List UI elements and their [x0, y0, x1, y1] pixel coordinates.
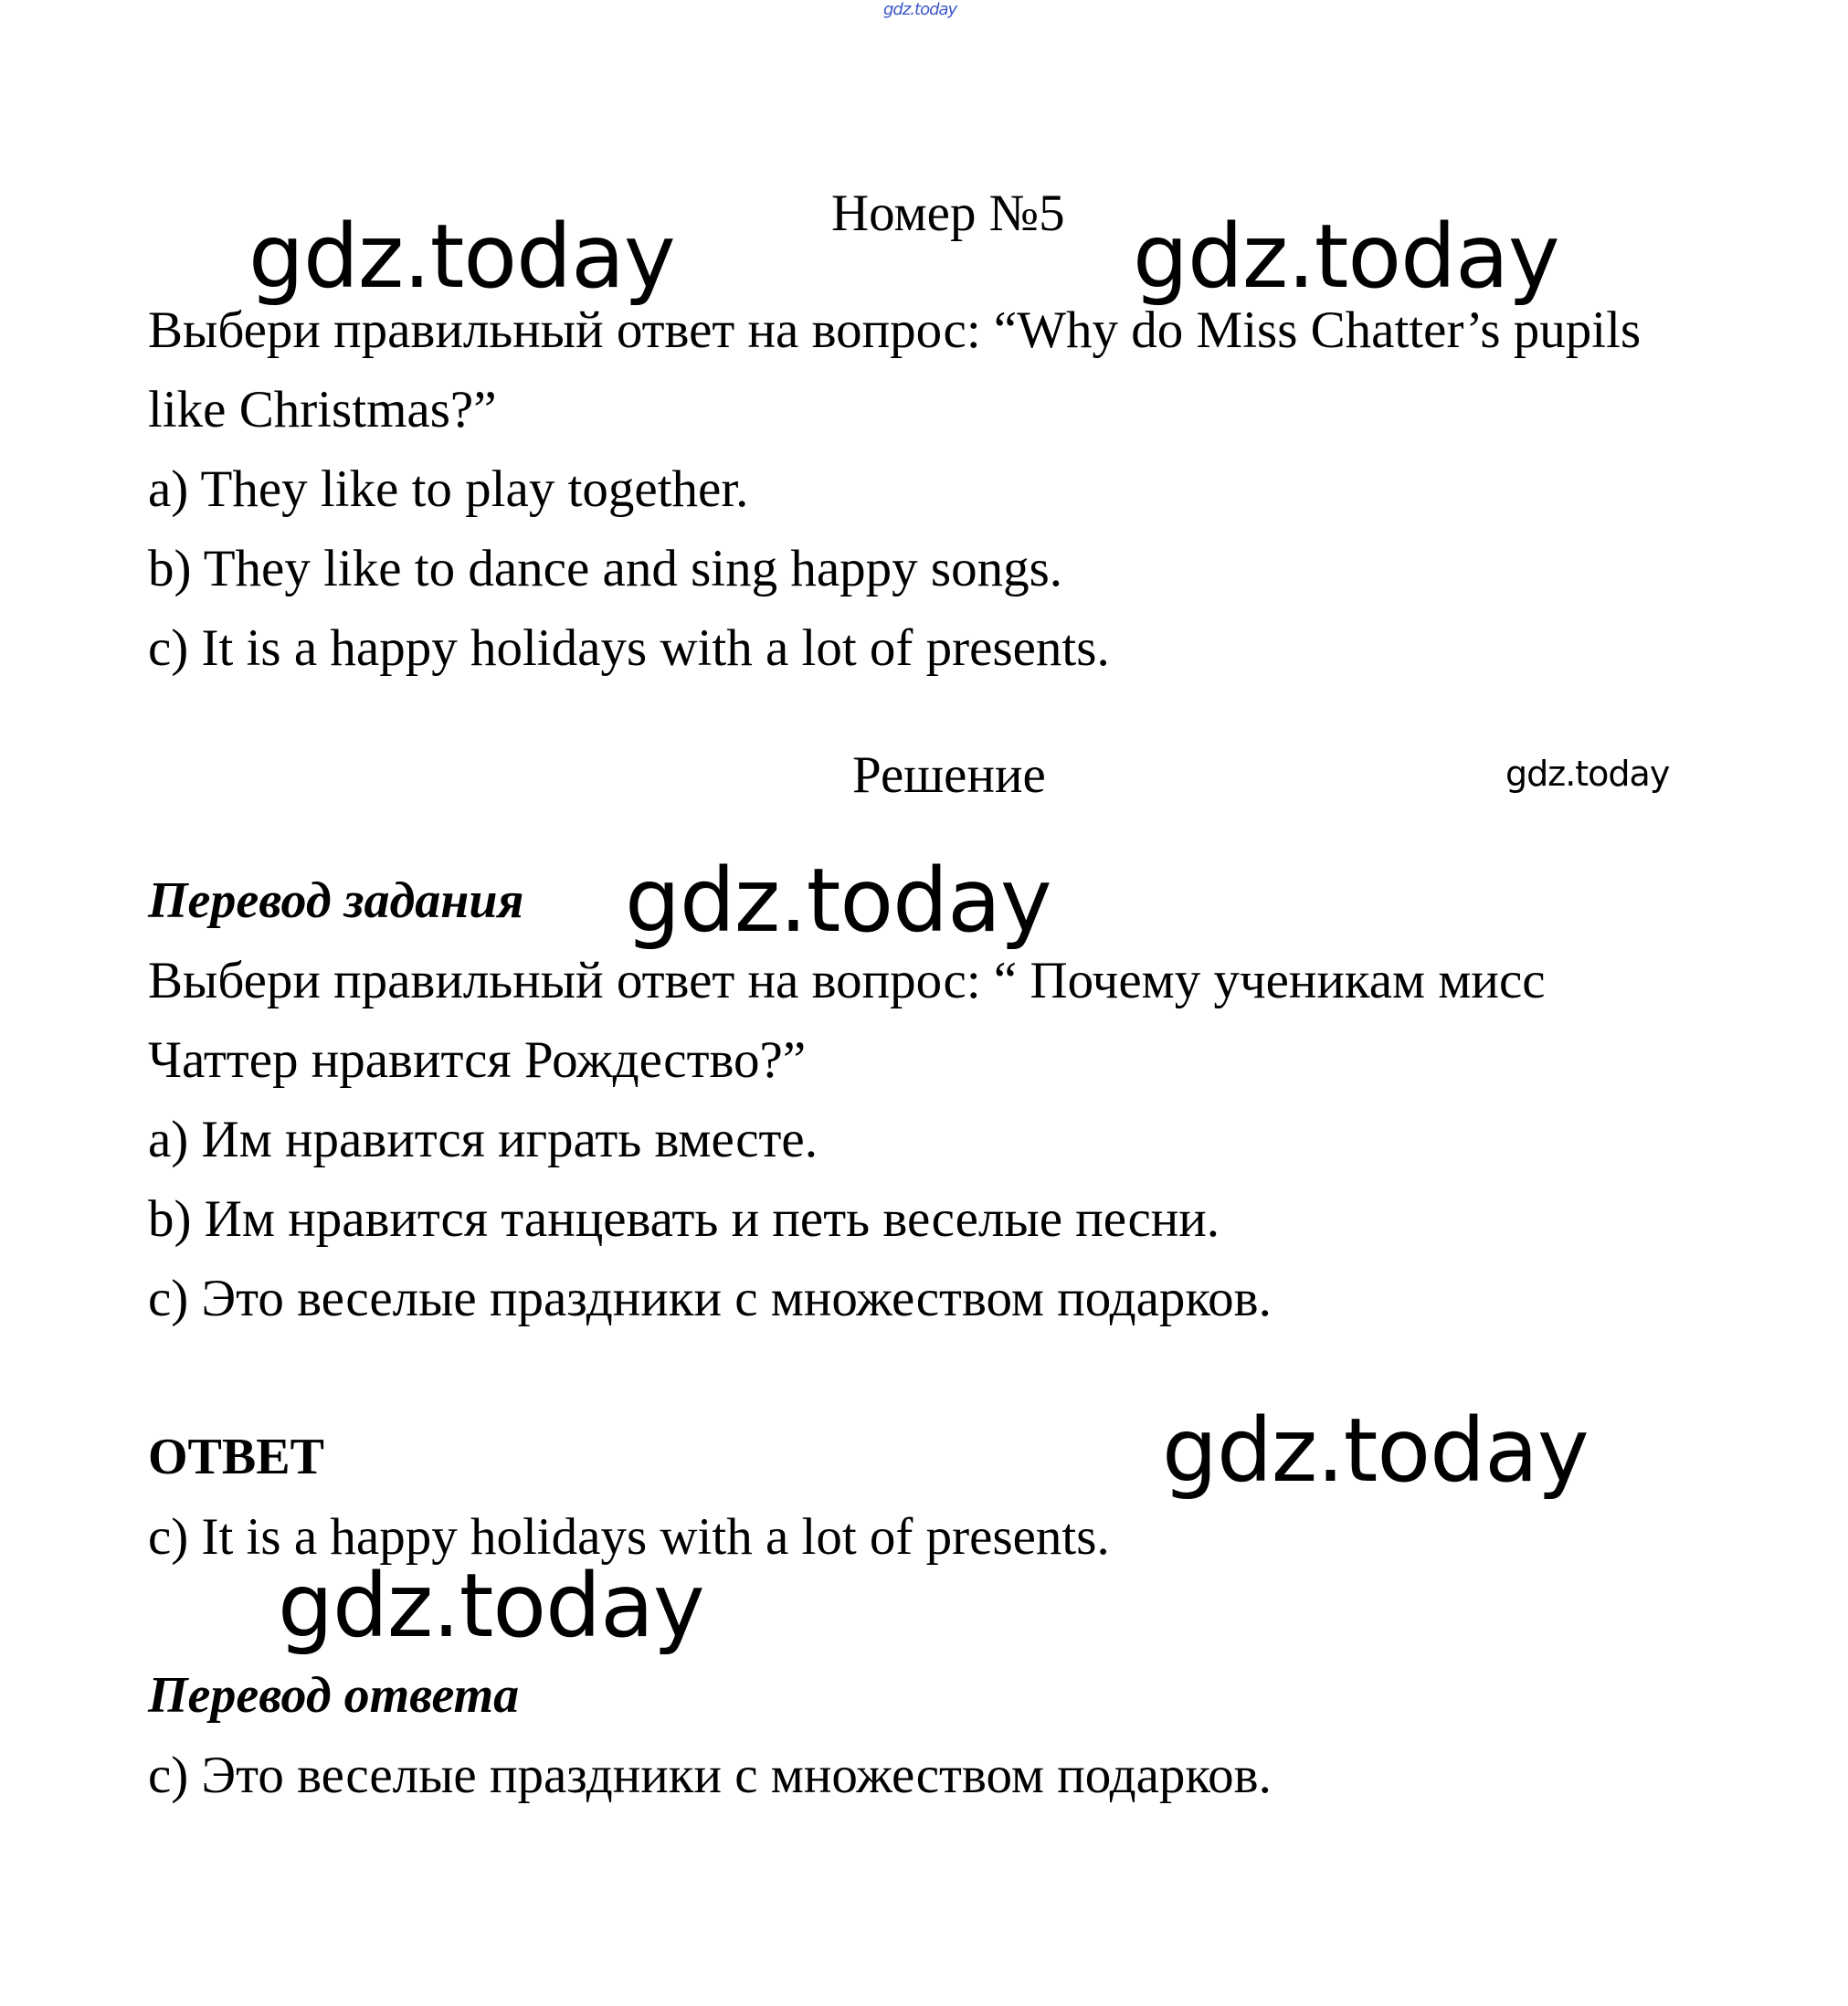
answer-translation-text: c) Это веселые праздники с множеством подарков. [148, 1747, 1272, 1804]
solution-title: Решение [852, 746, 1046, 804]
watermark-logo: gdz.today [248, 206, 675, 308]
watermark-logo: gdz.today [1162, 1399, 1589, 1502]
task-option-a: a) They like to play together. [148, 460, 749, 518]
answer-heading: ОТВЕТ [148, 1429, 324, 1485]
answer-text: c) It is a happy holidays with a lot of presents. [148, 1508, 1110, 1566]
task-option-c: c) It is a happy holidays with a lot of presents. [148, 619, 1110, 677]
watermark-logo: gdz.today [1133, 206, 1559, 308]
task-question-line-2: like Christmas?” [148, 381, 497, 438]
answer-translation-heading: Перевод ответа [148, 1667, 520, 1724]
translation-question-line-1: Выбери правильный ответ на вопрос: “ Почему ученикам мисс [148, 952, 1546, 1009]
page-title: Номер №5 [831, 185, 1065, 242]
translation-option-c: c) Это веселые праздники с множеством подарков. [148, 1270, 1272, 1327]
header-watermark: gdz.today [883, 0, 957, 19]
task-option-b: b) They like to dance and sing happy songs. [148, 540, 1063, 597]
task-question-line-1: Выбери правильный ответ на вопрос: “Why do Miss Chatter’s pupils [148, 301, 1642, 359]
watermark-logo: gdz.today [1505, 754, 1670, 794]
translation-option-a: a) Им нравится играть вместе. [148, 1111, 818, 1168]
translation-question-line-2: Чаттер нравится Рождество?” [148, 1031, 807, 1089]
watermark-logo: gdz.today [278, 1555, 704, 1657]
translation-option-b: b) Им нравится танцевать и петь веселые песни. [148, 1190, 1220, 1248]
translation-heading: Перевод задания [148, 872, 524, 929]
watermark-logo: gdz.today [625, 850, 1051, 952]
